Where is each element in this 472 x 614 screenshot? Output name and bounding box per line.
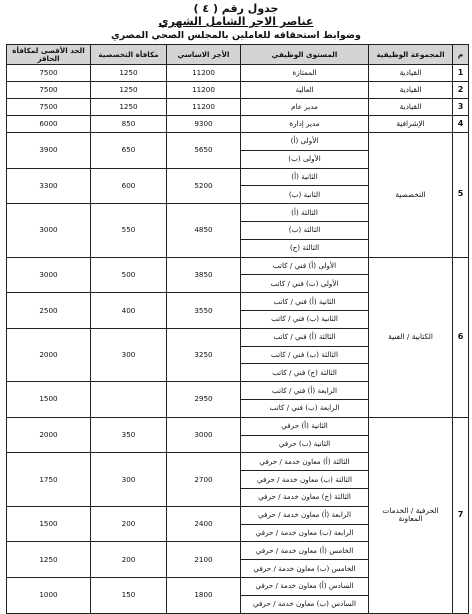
index-cell: 2: [453, 82, 469, 99]
level-cell: الثالثة (ج): [241, 239, 369, 257]
allowance-cell: 600: [91, 168, 167, 204]
level-cell: الأولى (أ) فني / كاتب: [241, 257, 369, 275]
level-cell: السادس (أ) معاون خدمة / حرفي: [241, 577, 369, 595]
allowance-cell: 300: [91, 453, 167, 506]
group-cell: القيادية: [369, 65, 453, 82]
header-base: الأجر الاساسي: [167, 45, 241, 65]
level-cell: الثالثة (أ): [241, 204, 369, 222]
base-salary-cell: 5650: [167, 133, 241, 169]
base-salary-cell: 3000: [167, 417, 241, 453]
index-cell: 7: [453, 417, 469, 613]
allowance-cell: 850: [91, 116, 167, 133]
table-row: [7, 99, 469, 116]
table-row: [7, 65, 469, 82]
level-cell: الثالثة (ج) فني / كاتب: [241, 364, 369, 382]
allowance-cell: 350: [91, 417, 167, 453]
level-cell: السادس (ب) معاون خدمة / حرفي: [241, 595, 369, 613]
table-row: [7, 417, 469, 435]
bonus-cell: 3900: [7, 133, 91, 169]
salary-table: [6, 44, 469, 614]
level-cell: الرابعة (ب) معاون خدمة / حرفي: [241, 524, 369, 542]
allowance-cell: 1250: [91, 65, 167, 82]
doc-caption: وضوابط استحقاقه للعاملين بالمجلس الصحي المصري: [111, 30, 361, 41]
bonus-cell: 7500: [7, 99, 91, 116]
base-salary-cell: 11200: [167, 65, 241, 82]
level-cell: الخامس (ب) معاون خدمة / حرفي: [241, 560, 369, 578]
bonus-cell: 7500: [7, 82, 91, 99]
group-cell: القيادية: [369, 82, 453, 99]
bonus-cell: 1000: [7, 577, 91, 613]
header-allowance: مكافأة التخصصية: [91, 45, 167, 65]
base-salary-cell: 11200: [167, 99, 241, 116]
level-cell: مدير عام: [241, 99, 369, 116]
level-cell: مدير إدارة: [241, 116, 369, 133]
level-cell: الرابعة (أ) فني / كاتب: [241, 382, 369, 400]
table-row: [7, 257, 469, 275]
index-cell: 5: [453, 133, 469, 258]
index-cell: 3: [453, 99, 469, 116]
allowance-cell: 500: [91, 257, 167, 293]
table-row: [7, 133, 469, 151]
base-salary-cell: 3250: [167, 328, 241, 381]
bonus-cell: 1500: [7, 506, 91, 542]
allowance-cell: 1250: [91, 82, 167, 99]
base-salary-cell: 3850: [167, 257, 241, 293]
level-cell: الثانية (ب) فني / كاتب: [241, 310, 369, 328]
level-cell: الثالثة (أ) معاون خدمة / حرفي: [241, 453, 369, 471]
level-cell: الثانية (ب): [241, 186, 369, 204]
table-header-row: [7, 45, 469, 65]
bonus-cell: 2000: [7, 328, 91, 381]
base-salary-cell: 2100: [167, 542, 241, 578]
header-group: المجموعة الوظيفية: [369, 45, 453, 65]
level-cell: الثانية (أ) فني / كاتب: [241, 293, 369, 311]
allowance-cell: 200: [91, 506, 167, 542]
base-salary-cell: 4850: [167, 204, 241, 257]
allowance-cell: 650: [91, 133, 167, 169]
bonus-cell: 2500: [7, 293, 91, 329]
group-cell: القيادية: [369, 99, 453, 116]
level-cell: الممتازة: [241, 65, 369, 82]
bonus-cell: 3000: [7, 257, 91, 293]
level-cell: الثانية (أ) حرفي: [241, 417, 369, 435]
header-level: المستوى الوظيفي: [241, 45, 369, 65]
level-cell: الثانية (أ): [241, 168, 369, 186]
level-cell: الخامس (أ) معاون خدمة / حرفي: [241, 542, 369, 560]
level-cell: الرابعة (أ) معاون خدمة / حرفي: [241, 506, 369, 524]
index-cell: 1: [453, 65, 469, 82]
base-salary-cell: 2700: [167, 453, 241, 506]
allowance-cell: 1250: [91, 99, 167, 116]
allowance-cell: 150: [91, 577, 167, 613]
level-cell: الأولى (ب): [241, 150, 369, 168]
bonus-cell: 1500: [7, 382, 91, 418]
index-cell: 4: [453, 116, 469, 133]
allowance-cell: [91, 382, 167, 418]
allowance-cell: 550: [91, 204, 167, 257]
header-bonus: الحد الأقصى لمكافأة الحافز: [7, 45, 91, 65]
level-cell: الأولى (ب) فني / كاتب: [241, 275, 369, 293]
allowance-cell: 200: [91, 542, 167, 578]
group-cell: التخصصية: [369, 133, 453, 258]
table-row: [7, 116, 469, 133]
bonus-cell: 1750: [7, 453, 91, 506]
group-cell: الإشرافية: [369, 116, 453, 133]
bonus-cell: 6000: [7, 116, 91, 133]
base-salary-cell: 3550: [167, 293, 241, 329]
index-cell: 6: [453, 257, 469, 417]
header-index: م: [453, 45, 469, 65]
level-cell: الثالثة (ب): [241, 221, 369, 239]
group-cell: الحرفية / الخدمات المعاونة: [369, 417, 453, 613]
level-cell: الرابعة (ب) فني / كاتب: [241, 399, 369, 417]
level-cell: الثالثة (ج) معاون خدمة / حرفي: [241, 488, 369, 506]
bonus-cell: 7500: [7, 65, 91, 82]
base-salary-cell: 11200: [167, 82, 241, 99]
base-salary-cell: 1800: [167, 577, 241, 613]
table-body: [7, 65, 469, 614]
base-salary-cell: 9300: [167, 116, 241, 133]
base-salary-cell: 2950: [167, 382, 241, 418]
bonus-cell: 2000: [7, 417, 91, 453]
bonus-cell: 3000: [7, 204, 91, 257]
base-salary-cell: 2400: [167, 506, 241, 542]
level-cell: العالية: [241, 82, 369, 99]
doc-subtitle: عناصر الاجر الشامل الشهري: [158, 15, 314, 28]
bonus-cell: 1250: [7, 542, 91, 578]
level-cell: الثانية (ب) حرفي: [241, 435, 369, 453]
allowance-cell: 300: [91, 328, 167, 381]
doc-title: جدول رقم ( ٤ ): [193, 2, 279, 15]
table-row: [7, 82, 469, 99]
level-cell: الثالثة (ب) معاون خدمة / حرفي: [241, 471, 369, 489]
level-cell: الثالثة (أ) فني / كاتب: [241, 328, 369, 346]
allowance-cell: 400: [91, 293, 167, 329]
group-cell: الكتابية / الفنية: [369, 257, 453, 417]
bonus-cell: 3300: [7, 168, 91, 204]
level-cell: الأولى (أ): [241, 133, 369, 151]
base-salary-cell: 5200: [167, 168, 241, 204]
level-cell: الثالثة (ب) فني / كاتب: [241, 346, 369, 364]
